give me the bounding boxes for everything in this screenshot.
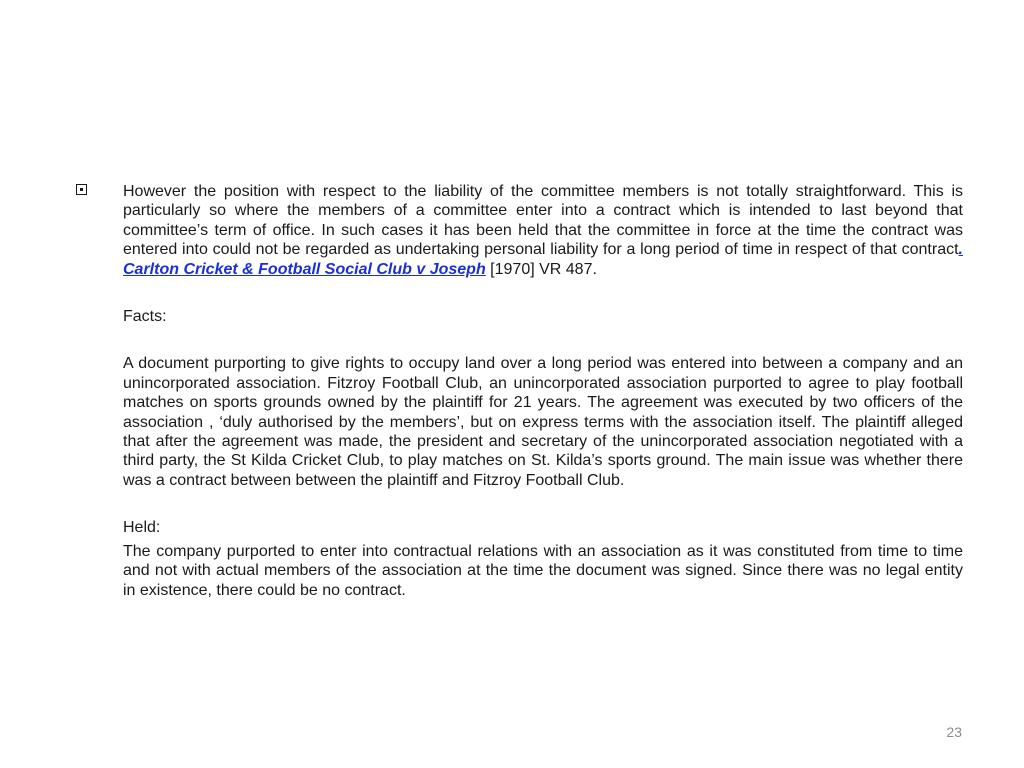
held-label: Held: [123,519,161,537]
facts-label: Facts: [123,308,167,326]
slide-body [123,182,963,600]
case-link[interactable]: . Carlton Cricket & Football Social Club v Joseph [123,241,963,278]
square-bullet-icon [76,184,87,195]
intro-text: However the position with respect to the liability of the committee members is not totally straightforward. This is particularly so where the members of a committee enter into a contract which is intended to last beyond that committee’s term of office. In such cases it has been held that the committee in force at the time the contract was entered into could not be regarded as undertaking personal liability for a long period of time in respect of that contract [123,183,963,259]
page-number: 23 [946,724,962,740]
case-citation: [1970] VR 487. [485,260,597,278]
held-paragraph: The company purported to enter into contractual relations with an association as it was constituted from time to time and not with actual members of the association at the time the document was signed. Since there was no legal entity in existence, there could be no contract. [123,542,963,599]
facts-paragraph: A document purporting to give rights to occupy land over a long period was entered into between a company and an unincorporated association. Fitzroy Football Club, an unincorporated association purported to agree to play football matches on sports grounds owned by the plaintiff for 21 years. The agreement was executed by two officers of the association , ‘duly authorised by the members’, but on express terms with the association itself. The plaintiff alleged that after the agreement was made, the president and secretary of the unincorporated association negotiated with a third party, the St Kilda Cricket Club, to play matches on St. Kilda’s sports ground. The main issue was whether there was a contract between between the plaintiff and Fitzroy Football Club. [123,355,963,489]
intro-paragraph [123,182,963,279]
